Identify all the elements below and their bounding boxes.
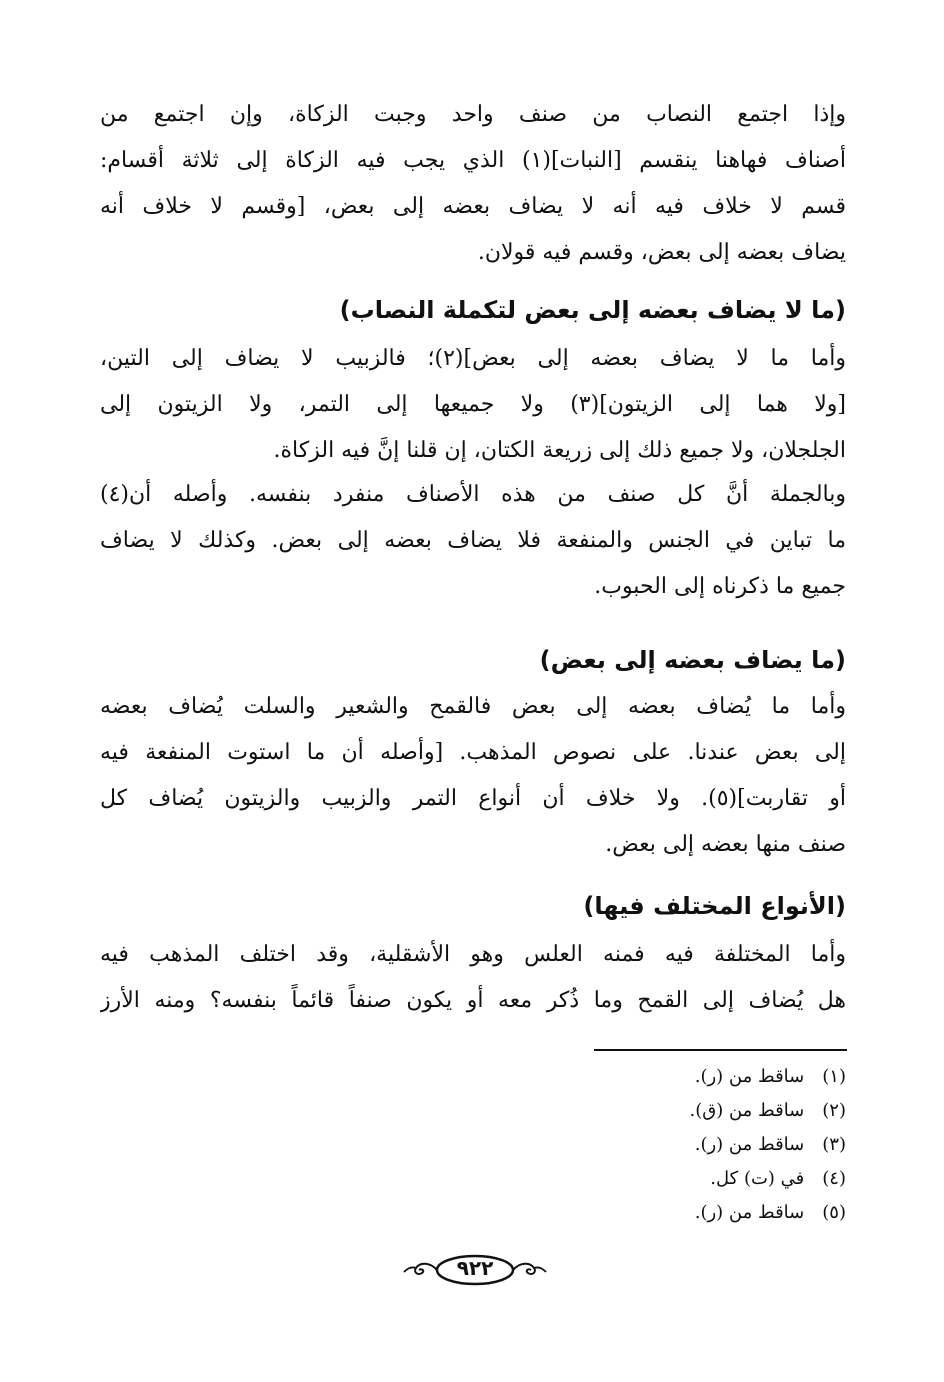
section-heading-1: (ما لا يضاف بعضه إلى بعض لتكملة النصاب) bbox=[339, 296, 846, 324]
text-line: أصناف فهاهنا ينقسم [النبات](١) الذي يجب فيه الزكاة إلى ثلاثة أقسام: bbox=[100, 148, 846, 173]
footnote-text: ساقط من (ر). bbox=[694, 1134, 805, 1155]
paragraph-3 bbox=[100, 472, 846, 610]
text-line: جميع ما ذكرناه إلى الحبوب. bbox=[594, 574, 846, 599]
paragraph-5 bbox=[100, 932, 846, 1024]
footnote-text: ساقط من (ق). bbox=[689, 1100, 805, 1121]
text-line: إلى بعض عندنا. على نصوص المذهب. [وأصله أن ما استوت المنفعة فيه bbox=[100, 740, 846, 765]
text-line: وبالجملة أنَّ كل صنف من هذه الأصناف منفرد بنفسه. وأصله أن(٤) bbox=[100, 482, 846, 507]
footnote-text: ساقط من (ر). bbox=[694, 1066, 805, 1087]
section-heading-3: (الأنواع المختلف فيها) bbox=[583, 892, 846, 920]
footnote-item bbox=[546, 1162, 846, 1196]
footnote-number: (٤) bbox=[822, 1168, 846, 1189]
text-line: يضاف بعضه إلى بعض، وقسم فيه قولان. bbox=[477, 240, 846, 265]
text-line: وأما ما لا يضاف بعضه إلى بعض](٢)؛ فالزبيب لا يضاف إلى التين، bbox=[100, 346, 846, 371]
text-line: وأما ما يُضاف بعضه إلى بعض فالقمح والشعير والسلت يُضاف بعضه bbox=[100, 694, 846, 719]
paragraph-4 bbox=[100, 684, 846, 868]
footnote-number: (١) bbox=[822, 1066, 846, 1087]
footnote-item bbox=[546, 1128, 846, 1162]
text-line: [ولا هما إلى الزيتون](٣) ولا جميعها إلى التمر، ولا الزيتون إلى bbox=[100, 392, 846, 417]
page-number-ornament bbox=[400, 1250, 550, 1290]
footnote-item bbox=[546, 1094, 846, 1128]
footnote-number: (٢) bbox=[822, 1100, 846, 1121]
footnote-item bbox=[546, 1060, 846, 1094]
paragraph-1 bbox=[100, 92, 846, 276]
footnote-number: (٣) bbox=[822, 1134, 846, 1155]
section-heading-2: (ما يضاف بعضه إلى بعض) bbox=[539, 646, 846, 674]
footnotes bbox=[546, 1060, 846, 1230]
text-line: قسم لا خلاف فيه أنه لا يضاف بعضه إلى بعض، [وقسم لا خلاف أنه bbox=[100, 194, 846, 219]
text-line: هل يُضاف إلى القمح وما ذُكر معه أو يكون صنفاً قائماً بنفسه؟ ومنه الأرز bbox=[100, 988, 846, 1013]
footnote-item bbox=[546, 1196, 846, 1230]
footnote-divider bbox=[594, 1049, 847, 1051]
text-line: أو تقاربت](٥). ولا خلاف أن أنواع التمر والزبيب والزيتون يُضاف كل bbox=[100, 786, 846, 811]
footnote-text: ساقط من (ر). bbox=[694, 1202, 805, 1223]
footnote-number: (٥) bbox=[822, 1202, 846, 1223]
text-line: الجلجلان، ولا جميع ذلك إلى زريعة الكتان، إن قلنا إنَّ فيه الزكاة. bbox=[273, 438, 846, 463]
page-number: ٩٢٢ bbox=[456, 1256, 494, 1280]
text-line: وإذا اجتمع النصاب من صنف واحد وجبت الزكاة، وإن اجتمع من bbox=[100, 102, 846, 127]
text-line: صنف منها بعضه إلى بعض. bbox=[605, 832, 846, 857]
paragraph-2 bbox=[100, 336, 846, 474]
text-line: وأما المختلفة فيه فمنه العلس وهو الأشقلية، وقد اختلف المذهب فيه bbox=[100, 942, 846, 967]
text-line: ما تباين في الجنس والمنفعة فلا يضاف بعضه إلى بعض. وكذلك لا يضاف bbox=[100, 528, 846, 553]
footnote-text: في (ت) كل. bbox=[710, 1168, 805, 1189]
